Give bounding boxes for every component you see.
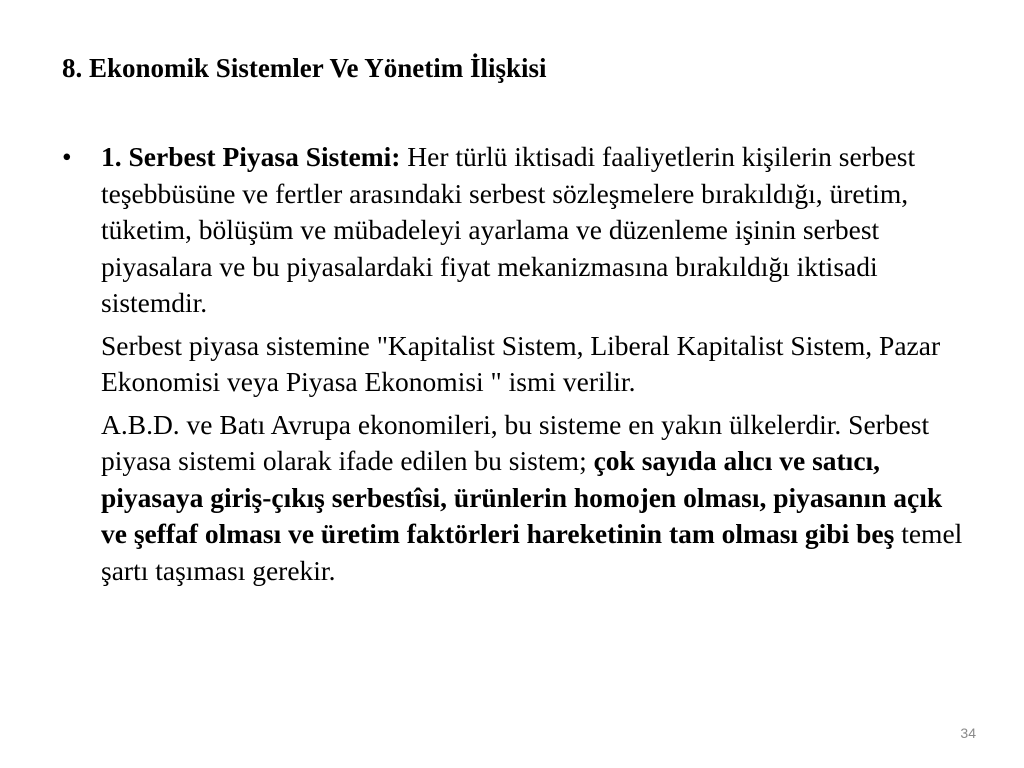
page-number: 34 xyxy=(960,725,976,741)
paragraph-names: Serbest piyasa sistemine "Kapitalist Sistem, Liberal Kapitalist Sistem, Pazar Ekonomisi veya Piyasa Ekonomisi " ismi verilir. xyxy=(101,329,941,397)
bullet-item xyxy=(62,139,967,589)
conditions-intro-text: A.B.D. ve Batı Avrupa ekonomileri, bu sisteme en yakın ülkelerdir. Serbest piyasa sistemi olarak ifade edilen bu sistem; xyxy=(101,408,930,476)
slide-title: 8. Ekonomik Sistemler Ve Yönetim İlişkisi xyxy=(62,53,547,83)
bullet-point-icon: • xyxy=(62,141,72,172)
paragraph-conditions xyxy=(101,407,967,590)
paragraph-definition xyxy=(101,139,967,322)
conditions-end-text: temel şartı taşıması gerekir. xyxy=(101,518,963,586)
bullet-heading: 1. Serbest Piyasa Sistemi: xyxy=(101,141,401,172)
definition-text: Her türlü iktisadi faaliyetlerin kişilerin serbest teşebbüsüne ve fertler arasındaki serbest sözleşmelere bırakıldığı, üretim, tüketim, bölüşüm ve mübadeleyi ayarlama ve düzenleme işinin serbest piyasalara ve bu piyasalardaki fiyat mekanizmasına bırakıldığı iktisadi sistemdir. xyxy=(101,141,916,318)
conditions-bold-text: çok sayıda alıcı ve satıcı, piyasaya giriş-çıkış serbestîsi, ürünlerin homojen olması, piyasanın açık ve şeffaf olması ve üretim faktörleri hareketinin tam olması gibi beş xyxy=(101,445,943,549)
slide-content xyxy=(62,139,967,589)
